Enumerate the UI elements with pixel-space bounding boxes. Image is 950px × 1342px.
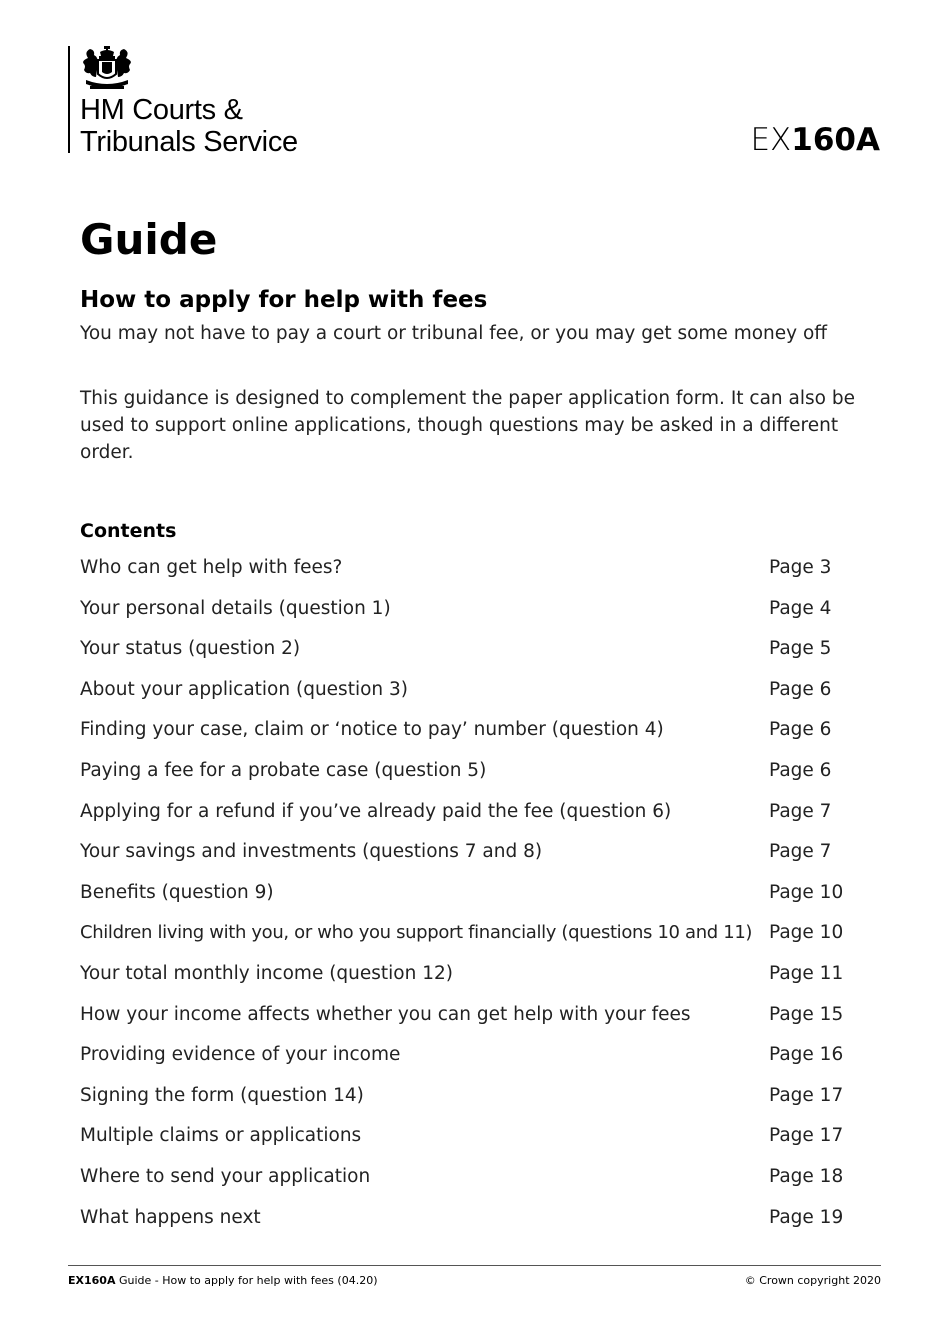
toc-item-page: Page 17	[769, 1084, 844, 1106]
toc-item-page: Page 6	[769, 759, 832, 781]
footer-description: Guide - How to apply for help with fees (04.20)	[115, 1274, 378, 1287]
toc-item-page: Page 7	[769, 800, 832, 822]
footer-divider	[68, 1265, 881, 1266]
toc-item-label: Your personal details (question 1)	[80, 597, 391, 619]
toc-item-page: Page 18	[769, 1165, 844, 1187]
toc-item-page: Page 16	[769, 1044, 844, 1066]
toc-item[interactable]	[80, 548, 880, 589]
toc-item[interactable]	[80, 1198, 880, 1239]
toc-item-page: Page 6	[769, 678, 832, 700]
toc-item[interactable]	[80, 670, 880, 711]
footer-form-reference	[68, 1274, 378, 1287]
organisation-name-line-1: HM Courts &	[80, 94, 243, 126]
contents-heading: Contents	[80, 520, 177, 542]
toc-item[interactable]	[80, 873, 880, 914]
toc-item-page: Page 10	[769, 922, 844, 944]
toc-item-page: Page 3	[769, 557, 832, 578]
footer-copyright: © Crown copyright 2020	[744, 1274, 881, 1287]
toc-item-label: Children living with you, or who you support financially (questions 10 and 11)	[80, 922, 753, 944]
royal-coat-of-arms-icon	[80, 44, 134, 90]
toc-item-label: Finding your case, claim or ‘notice to pay’ number (question 4)	[80, 719, 664, 741]
toc-item-label: Paying a fee for a probate case (question 5)	[80, 759, 487, 781]
toc-item-label: How your income affects whether you can get help with your fees	[80, 1003, 691, 1025]
toc-item[interactable]	[80, 1076, 880, 1117]
toc-item[interactable]	[80, 832, 880, 873]
toc-item[interactable]	[80, 954, 880, 995]
page-subtitle: How to apply for help with fees	[80, 287, 488, 313]
toc-item-label: About your application (question 3)	[80, 678, 408, 700]
page-title: Guide	[80, 215, 218, 264]
toc-item-label: Where to send your application	[80, 1165, 371, 1187]
toc-item-page: Page 6	[769, 719, 832, 741]
toc-item-label: Your status (question 2)	[80, 638, 301, 660]
logo-divider	[68, 46, 70, 153]
toc-item[interactable]	[80, 1035, 880, 1076]
toc-item-page: Page 19	[769, 1206, 844, 1228]
toc-item-page: Page 5	[769, 638, 832, 660]
toc-item-label: Applying for a refund if you’ve already paid the fee (question 6)	[80, 800, 672, 822]
toc-item[interactable]	[80, 1157, 880, 1198]
toc-item[interactable]	[80, 589, 880, 630]
toc-item-label: Benefits (question 9)	[80, 881, 274, 903]
toc-item-label: Providing evidence of your income	[80, 1044, 401, 1066]
toc-item-label: Your total monthly income (question 12)	[80, 962, 453, 984]
intro-paragraph: This guidance is designed to complement the paper application form. It can also be used to support online applications, though questions may be asked in a different order.	[80, 388, 855, 463]
organisation-name	[80, 94, 298, 158]
footer-form-code: EX160A	[68, 1274, 116, 1287]
toc-item-label: Your savings and investments (questions 7 and 8)	[80, 841, 543, 863]
organisation-name-line-2: Tribunals Service	[80, 126, 298, 158]
toc-item-label: Who can get help with fees?	[80, 557, 343, 578]
lede-text: You may not have to pay a court or tribunal fee, or you may get some money off	[80, 323, 828, 344]
toc-item-page: Page 4	[769, 597, 832, 619]
form-code-prefix: EX	[750, 122, 792, 158]
toc-item-page: Page 11	[769, 962, 844, 984]
toc-item-page: Page 17	[769, 1125, 844, 1147]
toc-item[interactable]	[80, 913, 880, 954]
toc-item-label: Multiple claims or applications	[80, 1125, 362, 1147]
toc-item-label: Signing the form (question 14)	[80, 1084, 364, 1106]
form-code-number: 160A	[791, 122, 880, 158]
toc-item[interactable]	[80, 710, 880, 751]
toc-item[interactable]	[80, 1116, 880, 1157]
toc-item[interactable]	[80, 751, 880, 792]
toc-item-label: What happens next	[80, 1206, 261, 1228]
toc-item[interactable]	[80, 995, 880, 1036]
toc-item[interactable]	[80, 629, 880, 670]
table-of-contents	[80, 548, 880, 1238]
toc-item-page: Page 10	[769, 881, 844, 903]
toc-item[interactable]	[80, 792, 880, 833]
toc-item-page: Page 7	[769, 841, 832, 863]
toc-item-page: Page 15	[769, 1003, 844, 1025]
form-code	[750, 122, 880, 158]
